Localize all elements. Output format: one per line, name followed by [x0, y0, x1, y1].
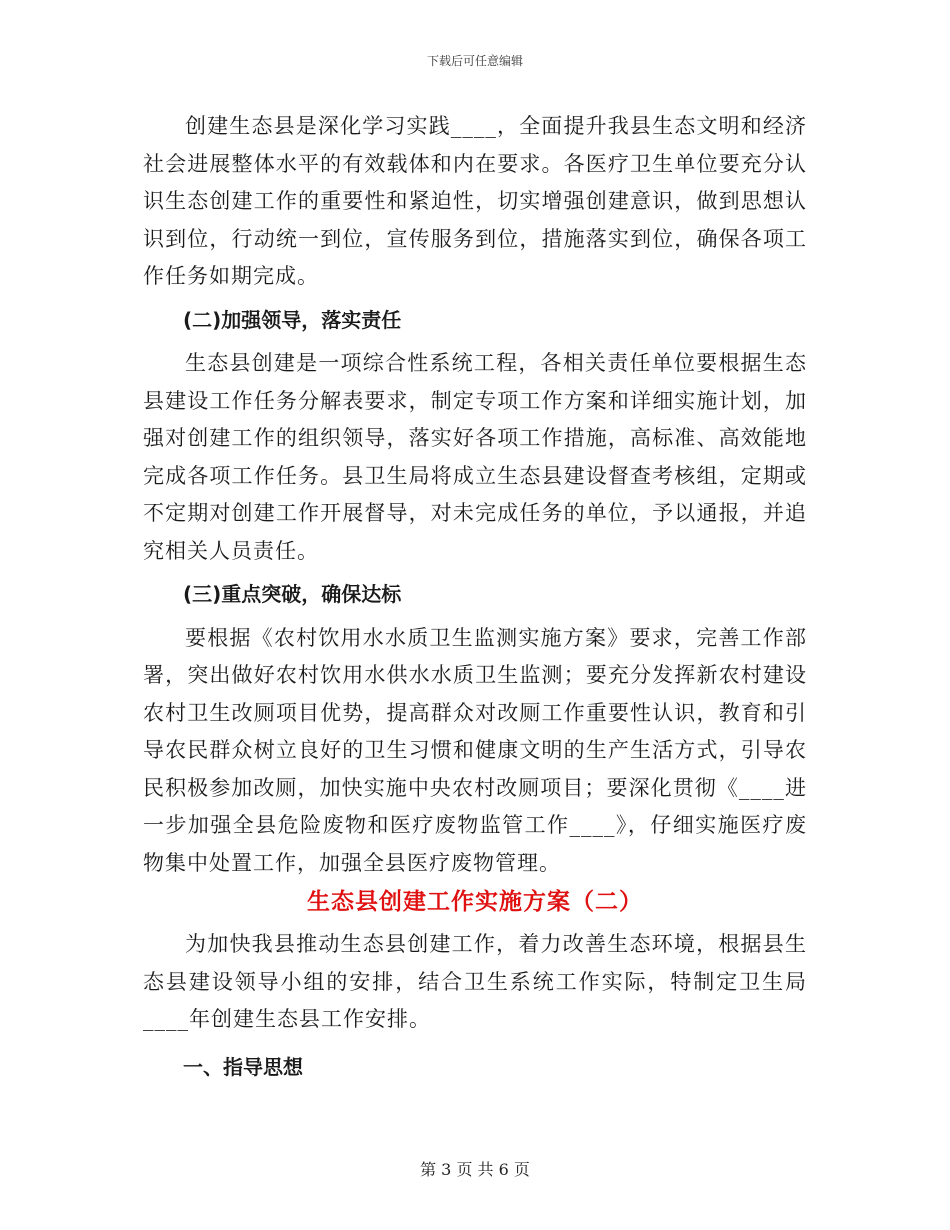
paragraph-plan-intro: 为加快我县推动生态县创建工作，着力改善生态环境，根据县生态县建设领导小组的安排，结合卫生系统工作实际，特制定卫生局____年创建生态县工作安排。 [143, 932, 807, 1031]
heading-guiding-ideology: 一、指导思想 [183, 1054, 303, 1079]
paragraph-leadership-responsibility: 生态县创建是一项综合性系统工程，各相关责任单位要根据生态县建设工作任务分解表要求，制定专项工作方案和详细实施计划，加强对创建工作的组织领导，落实好各项工作措施，高标准、高效能地完成各项工作任务。县卫生局将成立生态县建设督查考核组，定期或不定期对创建工作开展督导，对未完成任务的单位，予以通报，并追究相关人员责任。 [143, 351, 807, 563]
paragraph-ecological-importance: 创建生态县是深化学习实践____，全面提升我县生态文明和经济社会进展整体水平的有效载体和内在要求。各医疗卫生单位要充分认识生态创建工作的重要性和紧迫性，切实增强创建意识，做到思想认识到位，行动统一到位，宣传服务到位，措施落实到位，确保各项工作任务如期完成。 [143, 114, 807, 288]
heading-key-breakthrough: (三)重点突破，确保达标 [183, 582, 402, 606]
paragraph-water-sanitation: 要根据《农村饮用水水质卫生监测实施方案》要求，完善工作部署，突出做好农村饮用水供水水质卫生监测；要充分发挥新农村建设农村卫生改厕项目优势，提高群众对改厕工作重要性认识，教育和引导农民群众树立良好的卫生习惯和健康文明的生产生活方式，引导农民积极参加改厕，加快实施中央农村改厕项目；要深化贯彻《____进一步加强全县危险废物和医疗废物监管工作____》，仔细实施医疗废物集中处置工作，加强全县医疗废物管理。 [143, 625, 807, 875]
document-body [143, 108, 807, 1086]
heading-strengthen-leadership: (二)加强领导，落实责任 [183, 307, 402, 332]
page-number: 第 3 页 共 6 页 [420, 1160, 530, 1179]
page-header-note: 下载后可任意编辑 [426, 54, 523, 68]
section-title-plan-two: 生态县创建工作实施方案（二） [307, 889, 643, 915]
